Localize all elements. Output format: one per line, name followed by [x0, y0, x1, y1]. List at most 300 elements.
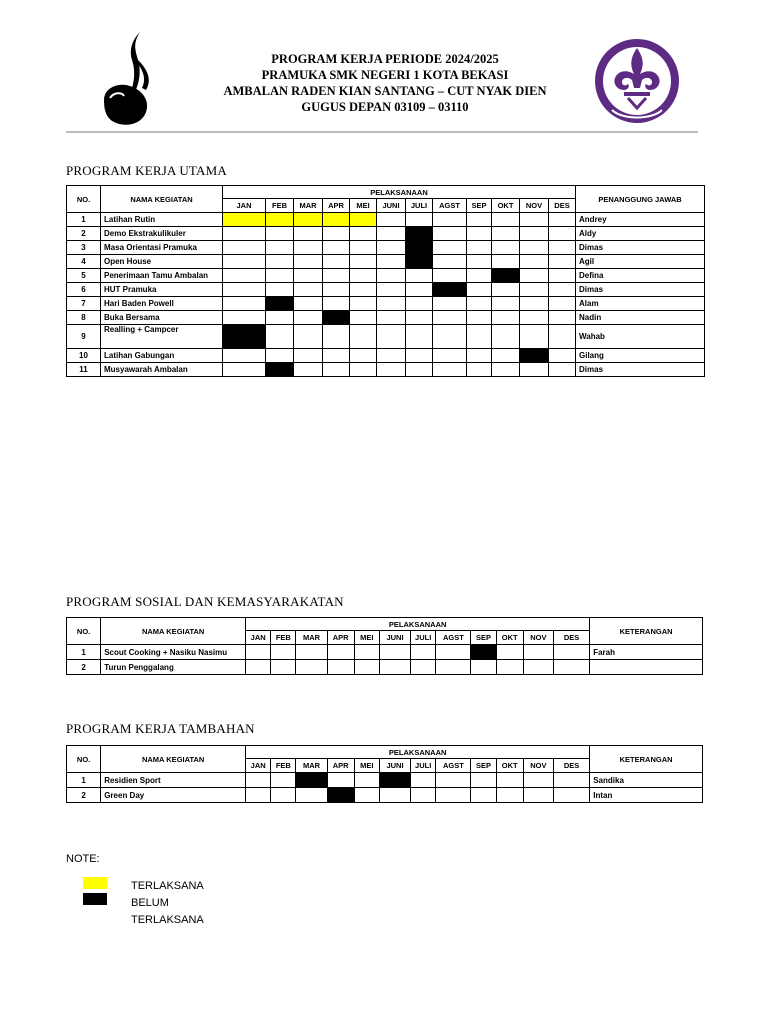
- schedule-cell: [350, 241, 377, 255]
- schedule-cell: [377, 325, 406, 349]
- activity-name: Hari Baden Powell: [101, 297, 223, 311]
- header-line-1: PROGRAM KERJA PERIODE 2024/2025: [271, 52, 499, 66]
- schedule-cell: [467, 325, 492, 349]
- schedule-cell: [271, 788, 296, 803]
- penanggung-jawab: Dimas: [576, 363, 705, 377]
- schedule-cell: [433, 255, 467, 269]
- cell-terlaksana: [350, 213, 377, 227]
- schedule-cell: [520, 227, 549, 241]
- table-row: [67, 311, 705, 325]
- schedule-cell: [246, 645, 271, 660]
- row-number: 3: [67, 241, 101, 255]
- month-header-agst: AGST: [436, 631, 471, 645]
- table-row: [67, 297, 705, 311]
- month-header-nov: NOV: [523, 759, 553, 773]
- section-title-tambahan: PROGRAM KERJA TAMBAHAN: [66, 721, 255, 736]
- row-number: 2: [67, 660, 101, 675]
- schedule-cell: [294, 297, 323, 311]
- month-header-sep: SEP: [471, 759, 496, 773]
- cell-belum-terlaksana: [406, 255, 433, 269]
- cell-belum-terlaksana: [223, 325, 266, 349]
- schedule-cell: [436, 645, 471, 660]
- schedule-cell: [520, 325, 549, 349]
- schedule-cell: [223, 227, 266, 241]
- col-header-nama-kegiatan: NAMA KEGIATAN: [101, 618, 246, 645]
- table-row: [67, 788, 703, 803]
- row-number: 2: [67, 227, 101, 241]
- activity-name: Realling + Campcer: [101, 325, 223, 349]
- table-program-sosial: [66, 617, 703, 675]
- month-header-sep: SEP: [471, 631, 496, 645]
- schedule-cell: [323, 269, 350, 283]
- schedule-cell: [520, 297, 549, 311]
- col-header-penanggung-jawab: PENANGGUNG JAWAB: [576, 186, 705, 213]
- schedule-cell: [323, 349, 350, 363]
- table-row: [67, 349, 705, 363]
- schedule-cell: [246, 773, 271, 788]
- month-header-agst: AGST: [433, 199, 467, 213]
- table-row: [67, 283, 705, 297]
- schedule-cell: [433, 311, 467, 325]
- penanggung-jawab: Agil: [576, 255, 705, 269]
- schedule-cell: [520, 255, 549, 269]
- row-number: 11: [67, 363, 101, 377]
- header-divider: [66, 131, 698, 133]
- schedule-cell: [520, 311, 549, 325]
- penanggung-jawab: Dimas: [576, 241, 705, 255]
- schedule-cell: [553, 788, 589, 803]
- table-program-tambahan: [66, 745, 703, 803]
- cell-belum-terlaksana: [433, 283, 467, 297]
- schedule-cell: [377, 241, 406, 255]
- header-line-2: PRAMUKA SMK NEGERI 1 KOTA BEKASI: [261, 68, 509, 82]
- activity-name: Latihan Gabungan: [101, 349, 223, 363]
- table-row: [67, 269, 705, 283]
- keterangan: Sandika: [590, 773, 703, 788]
- schedule-cell: [223, 255, 266, 269]
- schedule-cell: [327, 660, 354, 675]
- table-row: [67, 213, 705, 227]
- activity-name: Musyawarah Ambalan: [101, 363, 223, 377]
- schedule-cell: [467, 241, 492, 255]
- activity-name: HUT Pramuka: [101, 283, 223, 297]
- month-header-juli: JULI: [411, 759, 436, 773]
- world-scout-badge-icon: [592, 36, 682, 126]
- schedule-cell: [271, 660, 296, 675]
- cell-belum-terlaksana: [492, 269, 520, 283]
- schedule-cell: [354, 788, 379, 803]
- schedule-cell: [294, 363, 323, 377]
- penanggung-jawab: Andrey: [576, 213, 705, 227]
- schedule-cell: [433, 325, 467, 349]
- table-row: [67, 660, 703, 675]
- month-header-mei: MEI: [354, 631, 379, 645]
- schedule-cell: [467, 363, 492, 377]
- schedule-cell: [294, 269, 323, 283]
- col-header-nama-kegiatan: NAMA KEGIATAN: [101, 746, 246, 773]
- schedule-cell: [379, 660, 410, 675]
- col-header-keterangan: KETERANGAN: [590, 746, 703, 773]
- row-number: 2: [67, 788, 101, 803]
- schedule-cell: [549, 213, 576, 227]
- schedule-cell: [553, 645, 589, 660]
- schedule-cell: [549, 227, 576, 241]
- schedule-cell: [411, 788, 436, 803]
- schedule-cell: [354, 645, 379, 660]
- schedule-cell: [323, 363, 350, 377]
- row-number: 5: [67, 269, 101, 283]
- schedule-cell: [323, 283, 350, 297]
- table-row: [67, 255, 705, 269]
- schedule-cell: [467, 297, 492, 311]
- schedule-cell: [520, 363, 549, 377]
- schedule-cell: [549, 311, 576, 325]
- cell-belum-terlaksana: [323, 311, 350, 325]
- schedule-cell: [350, 325, 377, 349]
- schedule-cell: [379, 788, 410, 803]
- schedule-cell: [350, 349, 377, 363]
- schedule-cell: [377, 255, 406, 269]
- note-title: NOTE:: [66, 853, 100, 865]
- schedule-cell: [433, 363, 467, 377]
- schedule-cell: [266, 283, 294, 297]
- col-header-no: NO.: [67, 618, 101, 645]
- schedule-cell: [266, 325, 294, 349]
- table-row: [67, 241, 705, 255]
- schedule-cell: [492, 213, 520, 227]
- schedule-cell: [294, 325, 323, 349]
- penanggung-jawab: Alam: [576, 297, 705, 311]
- month-header-feb: FEB: [266, 199, 294, 213]
- schedule-cell: [467, 213, 492, 227]
- schedule-cell: [350, 283, 377, 297]
- schedule-cell: [492, 255, 520, 269]
- schedule-cell: [549, 255, 576, 269]
- schedule-cell: [496, 660, 523, 675]
- schedule-cell: [549, 325, 576, 349]
- schedule-cell: [350, 311, 377, 325]
- month-header-mar: MAR: [296, 631, 327, 645]
- schedule-cell: [296, 788, 327, 803]
- keterangan: Intan: [590, 788, 703, 803]
- cell-belum-terlaksana: [327, 788, 354, 803]
- col-header-nama-kegiatan: NAMA KEGIATAN: [101, 186, 223, 213]
- schedule-cell: [549, 241, 576, 255]
- month-header-jan: JAN: [246, 759, 271, 773]
- cell-belum-terlaksana: [406, 241, 433, 255]
- schedule-cell: [266, 269, 294, 283]
- schedule-cell: [323, 297, 350, 311]
- schedule-cell: [223, 349, 266, 363]
- schedule-cell: [467, 255, 492, 269]
- schedule-cell: [433, 241, 467, 255]
- month-header-okt: OKT: [496, 631, 523, 645]
- month-header-jan: JAN: [223, 199, 266, 213]
- cell-belum-terlaksana: [296, 773, 327, 788]
- month-header-juni: JUNI: [379, 631, 410, 645]
- schedule-cell: [223, 269, 266, 283]
- month-header-agst: AGST: [436, 759, 471, 773]
- month-header-sep: SEP: [467, 199, 492, 213]
- schedule-cell: [350, 297, 377, 311]
- schedule-cell: [467, 349, 492, 363]
- schedule-cell: [323, 227, 350, 241]
- schedule-cell: [323, 241, 350, 255]
- schedule-cell: [433, 213, 467, 227]
- row-number: 1: [67, 773, 101, 788]
- schedule-cell: [406, 213, 433, 227]
- table-row: [67, 773, 703, 788]
- schedule-cell: [406, 283, 433, 297]
- schedule-cell: [492, 297, 520, 311]
- col-header-no: NO.: [67, 186, 101, 213]
- schedule-cell: [520, 213, 549, 227]
- schedule-cell: [492, 283, 520, 297]
- schedule-cell: [354, 773, 379, 788]
- month-header-des: DES: [553, 759, 589, 773]
- month-header-mei: MEI: [350, 199, 377, 213]
- activity-name: Residien Sport: [101, 773, 246, 788]
- month-header-juli: JULI: [411, 631, 436, 645]
- schedule-cell: [354, 660, 379, 675]
- schedule-cell: [294, 349, 323, 363]
- schedule-cell: [433, 227, 467, 241]
- schedule-cell: [436, 788, 471, 803]
- schedule-cell: [411, 645, 436, 660]
- schedule-cell: [377, 213, 406, 227]
- schedule-cell: [223, 363, 266, 377]
- schedule-cell: [411, 773, 436, 788]
- schedule-cell: [327, 773, 354, 788]
- schedule-cell: [406, 269, 433, 283]
- schedule-cell: [549, 269, 576, 283]
- schedule-cell: [323, 255, 350, 269]
- schedule-cell: [271, 773, 296, 788]
- table-program-kerja-utama: [66, 185, 705, 377]
- header-line-4: GUGUS DEPAN 03109 – 03110: [301, 100, 469, 114]
- schedule-cell: [266, 349, 294, 363]
- schedule-cell: [553, 660, 589, 675]
- month-header-jan: JAN: [246, 631, 271, 645]
- schedule-cell: [406, 297, 433, 311]
- section-title-utama: PROGRAM KERJA UTAMA: [66, 163, 227, 178]
- schedule-cell: [377, 283, 406, 297]
- month-header-apr: APR: [323, 199, 350, 213]
- month-header-mar: MAR: [296, 759, 327, 773]
- month-header-mei: MEI: [354, 759, 379, 773]
- schedule-cell: [377, 269, 406, 283]
- schedule-cell: [471, 660, 496, 675]
- schedule-cell: [294, 283, 323, 297]
- schedule-cell: [294, 241, 323, 255]
- cell-belum-terlaksana: [266, 297, 294, 311]
- schedule-cell: [411, 660, 436, 675]
- activity-name: Latihan Rutin: [101, 213, 223, 227]
- cell-belum-terlaksana: [520, 349, 549, 363]
- schedule-cell: [520, 283, 549, 297]
- col-header-pelaksanaan: PELAKSANAAN: [246, 618, 590, 631]
- schedule-cell: [467, 283, 492, 297]
- row-number: 1: [67, 213, 101, 227]
- activity-name: Buka Bersama: [101, 311, 223, 325]
- cell-belum-terlaksana: [406, 227, 433, 241]
- col-header-pelaksanaan: PELAKSANAAN: [246, 746, 590, 759]
- schedule-cell: [223, 241, 266, 255]
- schedule-cell: [520, 269, 549, 283]
- keterangan: [590, 660, 703, 675]
- penanggung-jawab: Defina: [576, 269, 705, 283]
- schedule-cell: [496, 645, 523, 660]
- schedule-cell: [406, 349, 433, 363]
- table-row: [67, 325, 705, 349]
- schedule-cell: [406, 311, 433, 325]
- schedule-cell: [296, 660, 327, 675]
- schedule-cell: [520, 241, 549, 255]
- document-header: [180, 51, 590, 115]
- schedule-cell: [492, 349, 520, 363]
- schedule-cell: [492, 241, 520, 255]
- schedule-cell: [350, 269, 377, 283]
- schedule-cell: [377, 311, 406, 325]
- cell-terlaksana: [323, 213, 350, 227]
- schedule-cell: [406, 363, 433, 377]
- legend-label-belum-terlaksana: BELUM TERLAKSANA: [131, 897, 204, 926]
- schedule-cell: [223, 297, 266, 311]
- activity-name: Green Day: [101, 788, 246, 803]
- month-header-feb: FEB: [271, 631, 296, 645]
- schedule-cell: [377, 297, 406, 311]
- cell-belum-terlaksana: [471, 645, 496, 660]
- section-title-sosial: PROGRAM SOSIAL DAN KEMASYARAKATAN: [66, 594, 344, 609]
- schedule-cell: [271, 645, 296, 660]
- schedule-cell: [294, 227, 323, 241]
- penanggung-jawab: Wahab: [576, 325, 705, 349]
- cell-terlaksana: [294, 213, 323, 227]
- schedule-cell: [246, 660, 271, 675]
- row-number: 8: [67, 311, 101, 325]
- row-number: 1: [67, 645, 101, 660]
- schedule-cell: [266, 311, 294, 325]
- cell-belum-terlaksana: [266, 363, 294, 377]
- col-header-keterangan: KETERANGAN: [590, 618, 703, 645]
- schedule-cell: [523, 660, 553, 675]
- table-row: [67, 227, 705, 241]
- month-header-apr: APR: [327, 631, 354, 645]
- schedule-cell: [492, 325, 520, 349]
- month-header-nov: NOV: [520, 199, 549, 213]
- schedule-cell: [523, 773, 553, 788]
- row-number: 10: [67, 349, 101, 363]
- col-header-pelaksanaan: PELAKSANAAN: [223, 186, 576, 199]
- table-row: [67, 645, 703, 660]
- cell-belum-terlaksana: [379, 773, 410, 788]
- schedule-cell: [492, 227, 520, 241]
- schedule-cell: [350, 255, 377, 269]
- penanggung-jawab: Gilang: [576, 349, 705, 363]
- activity-name: Masa Orientasi Pramuka: [101, 241, 223, 255]
- schedule-cell: [492, 311, 520, 325]
- cell-terlaksana: [266, 213, 294, 227]
- schedule-cell: [350, 363, 377, 377]
- penanggung-jawab: Nadin: [576, 311, 705, 325]
- schedule-cell: [433, 297, 467, 311]
- schedule-cell: [433, 349, 467, 363]
- schedule-cell: [436, 660, 471, 675]
- legend-swatch-black: [83, 893, 107, 905]
- schedule-cell: [266, 227, 294, 241]
- schedule-cell: [377, 227, 406, 241]
- activity-name: Demo Ekstrakulikuler: [101, 227, 223, 241]
- row-number: 7: [67, 297, 101, 311]
- cell-terlaksana: [223, 213, 266, 227]
- schedule-cell: [549, 297, 576, 311]
- schedule-cell: [294, 311, 323, 325]
- schedule-cell: [436, 773, 471, 788]
- month-header-juni: JUNI: [377, 199, 406, 213]
- legend-label-terlaksana: TERLAKSANA: [131, 880, 204, 892]
- schedule-cell: [433, 269, 467, 283]
- schedule-cell: [350, 227, 377, 241]
- schedule-cell: [379, 645, 410, 660]
- schedule-cell: [471, 773, 496, 788]
- schedule-cell: [223, 283, 266, 297]
- activity-name: Open House: [101, 255, 223, 269]
- schedule-cell: [266, 241, 294, 255]
- legend-swatch-yellow: [83, 877, 107, 889]
- month-header-feb: FEB: [271, 759, 296, 773]
- penanggung-jawab: Dimas: [576, 283, 705, 297]
- keterangan: Farah: [590, 645, 703, 660]
- schedule-cell: [471, 788, 496, 803]
- month-header-juni: JUNI: [379, 759, 410, 773]
- schedule-cell: [377, 363, 406, 377]
- schedule-cell: [549, 363, 576, 377]
- schedule-cell: [496, 773, 523, 788]
- header-line-3: AMBALAN RADEN KIAN SANTANG – CUT NYAK DIEN: [223, 84, 547, 98]
- activity-name: Scout Cooking + Nasiku Nasimu: [101, 645, 246, 660]
- schedule-cell: [549, 283, 576, 297]
- schedule-cell: [467, 311, 492, 325]
- schedule-cell: [553, 773, 589, 788]
- penanggung-jawab: Aldy: [576, 227, 705, 241]
- schedule-cell: [467, 227, 492, 241]
- row-number: 9: [67, 325, 101, 349]
- activity-name: Turun Penggalang: [101, 660, 246, 675]
- schedule-cell: [327, 645, 354, 660]
- month-header-des: DES: [549, 199, 576, 213]
- row-number: 4: [67, 255, 101, 269]
- table-row: [67, 363, 705, 377]
- month-header-apr: APR: [327, 759, 354, 773]
- month-header-nov: NOV: [523, 631, 553, 645]
- month-header-okt: OKT: [492, 199, 520, 213]
- month-header-des: DES: [553, 631, 589, 645]
- schedule-cell: [223, 311, 266, 325]
- schedule-cell: [523, 645, 553, 660]
- schedule-cell: [406, 325, 433, 349]
- month-header-mar: MAR: [294, 199, 323, 213]
- col-header-no: NO.: [67, 746, 101, 773]
- row-number: 6: [67, 283, 101, 297]
- schedule-cell: [246, 788, 271, 803]
- activity-name: Penerimaan Tamu Ambalan: [101, 269, 223, 283]
- schedule-cell: [323, 325, 350, 349]
- schedule-cell: [377, 349, 406, 363]
- schedule-cell: [296, 645, 327, 660]
- schedule-cell: [549, 349, 576, 363]
- schedule-cell: [294, 255, 323, 269]
- schedule-cell: [523, 788, 553, 803]
